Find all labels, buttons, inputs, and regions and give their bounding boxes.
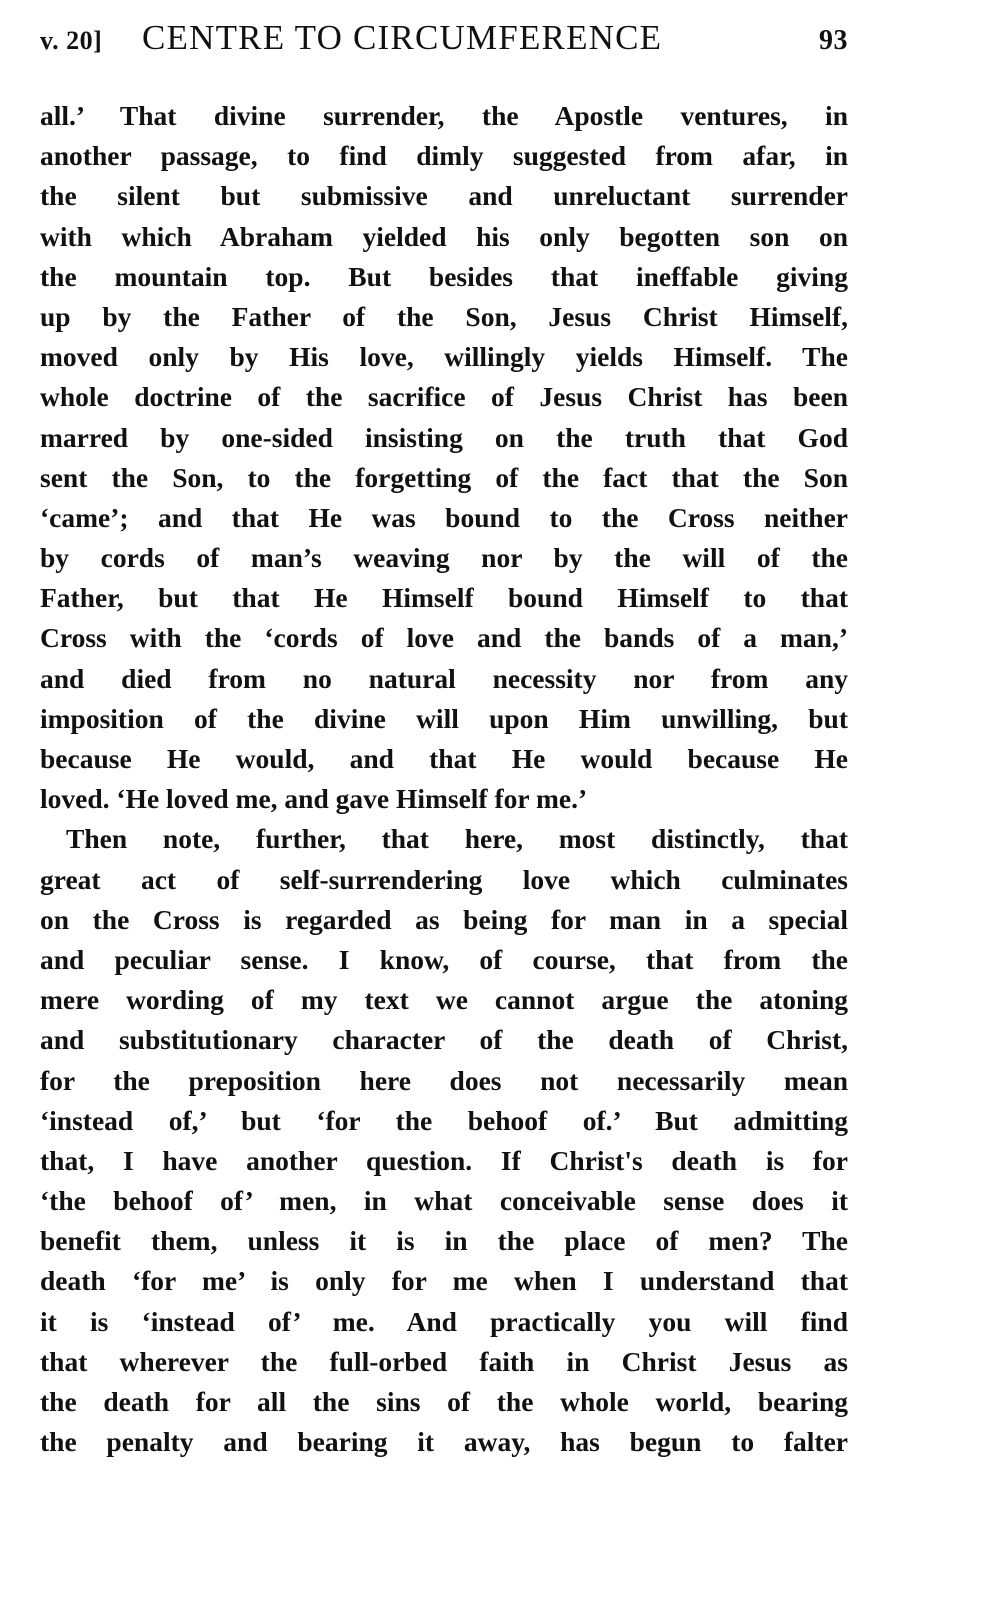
text-line: another passage, to find dimly suggested from afar, in (40, 140, 848, 172)
text-line: Cross with the ‘cords of love and the bands of a man,’ (40, 622, 848, 654)
body-text (40, 96, 848, 1462)
text-line: ‘the behoof of’ men, in what conceivable sense does it (40, 1185, 848, 1217)
text-line: all.’ That divine surrender, the Apostle ventures, in (40, 100, 848, 131)
paragraph-start-line: Then note, further, that here, most distinctly, that (66, 823, 848, 855)
text-line: and peculiar sense. I know, of course, that from the (40, 943, 848, 975)
text-line: benefit them, unless it is in the place of men? The (40, 1225, 848, 1257)
book-page (40, 18, 848, 1462)
text-line: mere wording of my text we cannot argue the atoning (40, 984, 848, 1016)
text-line: it is ‘instead of’ me. And practically you will find (40, 1305, 848, 1337)
text-line: with which Abraham yielded his only begotten son on (40, 220, 848, 252)
paragraph-end-line: loved. ‘He loved me, and gave Himself for me.’ (40, 783, 588, 815)
text-line: because He would, and that He would because He (40, 743, 848, 774)
running-title: CENTRE TO CIRCUMFERENCE (142, 18, 663, 57)
text-line: Father, but that He Himself bound Himself to that (40, 582, 848, 614)
text-line: ‘instead of,’ but ‘for the behoof of.’ But admitting (40, 1104, 848, 1136)
text-line: sent the Son, to the forgetting of the fact that the Son (40, 461, 848, 493)
text-line: marred by one-sided insisting on the truth that God (40, 421, 848, 453)
page-number: 93 (819, 25, 848, 56)
text-line: whole doctrine of the sacrifice of Jesus Christ has been (40, 381, 848, 413)
text-line: by cords of man’s weaving nor by the will of the (40, 542, 848, 574)
text-line: on the Cross is regarded as being for man in a special (40, 903, 848, 935)
text-line: the mountain top. But besides that ineffable giving (40, 260, 848, 292)
text-line: for the preposition here does not necessarily mean (40, 1064, 848, 1096)
text-line: death ‘for me’ is only for me when I understand that (40, 1265, 848, 1297)
text-line: that, I have another question. If Christ's death is for (40, 1144, 848, 1176)
text-line: and died from no natural necessity nor from any (40, 662, 848, 694)
text-line: the silent but submissive and unreluctant surrender (40, 180, 848, 212)
text-line: the penalty and bearing it away, has begun to falter (40, 1426, 848, 1458)
text-line: imposition of the divine will upon Him unwilling, but (40, 702, 848, 734)
text-line: great act of self-surrendering love which culminates (40, 863, 848, 895)
text-line: moved only by His love, willingly yields Himself. The (40, 341, 848, 373)
text-line: and substitutionary character of the death of Christ, (40, 1024, 848, 1056)
text-line: up by the Father of the Son, Jesus Christ Himself, (40, 300, 848, 332)
verse-reference: v. 20] (40, 26, 103, 55)
text-line: ‘came’; and that He was bound to the Cross neither (40, 501, 848, 533)
text-line: the death for all the sins of the whole world, bearing (40, 1386, 848, 1417)
text-line: that wherever the full-orbed faith in Christ Jesus as (40, 1345, 848, 1377)
running-header (40, 18, 848, 78)
